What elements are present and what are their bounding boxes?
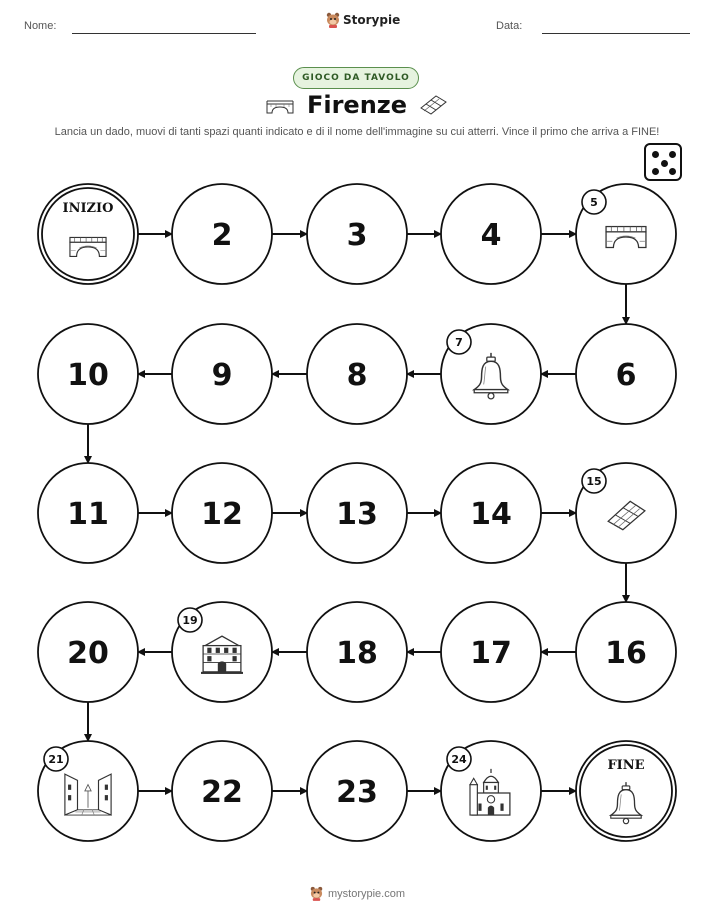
space-number: 22 xyxy=(201,775,243,810)
board-space xyxy=(38,184,138,284)
space-number: 23 xyxy=(336,775,378,810)
board-space xyxy=(441,184,541,284)
board-space xyxy=(576,741,676,841)
board-space xyxy=(38,602,138,702)
space-badge-number: 21 xyxy=(48,753,64,766)
board-space xyxy=(307,602,407,702)
board-space xyxy=(172,602,272,702)
space-number: 11 xyxy=(67,497,109,532)
board-space xyxy=(576,602,676,702)
board-space xyxy=(172,741,272,841)
space-label: FINE xyxy=(607,758,645,773)
board-space xyxy=(576,463,676,563)
space-badge-number: 15 xyxy=(586,475,602,488)
board-space xyxy=(441,324,541,424)
board-space xyxy=(576,184,676,284)
board-space xyxy=(576,324,676,424)
space-number: 17 xyxy=(470,636,512,671)
space-number: 20 xyxy=(67,636,109,671)
space-number: 18 xyxy=(336,636,378,671)
instructions: Lancia un dado, muovi di tanti spazi quanti indicato e di il nome dell'immagine su cui atterri. Vince il primo che arriva a FINE! xyxy=(54,126,660,138)
page-title: Firenze xyxy=(306,91,408,119)
space-badge-number: 5 xyxy=(590,196,598,209)
brand-name: Storypie xyxy=(343,13,401,27)
board-space xyxy=(172,463,272,563)
space-number: 9 xyxy=(211,358,233,393)
name-label: Nome: xyxy=(24,20,57,32)
space-number: 3 xyxy=(346,218,368,253)
space-number: 6 xyxy=(615,358,637,393)
date-label: Data: xyxy=(496,20,523,32)
footer-url[interactable]: mystorypie.com xyxy=(328,887,406,900)
space-badge-number: 24 xyxy=(451,753,467,766)
board-space xyxy=(172,324,272,424)
space-number: 10 xyxy=(67,358,109,393)
board-space xyxy=(307,184,407,284)
board-space xyxy=(307,463,407,563)
space-number: 12 xyxy=(201,497,243,532)
board-space xyxy=(307,741,407,841)
board-space xyxy=(441,463,541,563)
space-number: 13 xyxy=(336,497,378,532)
space-badge-number: 7 xyxy=(455,336,463,349)
space-number: 14 xyxy=(470,497,512,532)
space-number: 8 xyxy=(346,358,368,393)
board-space xyxy=(38,324,138,424)
board-space xyxy=(441,602,541,702)
board-space xyxy=(172,184,272,284)
footer xyxy=(310,886,405,901)
board-space xyxy=(307,324,407,424)
board-space xyxy=(38,463,138,563)
space-number: 2 xyxy=(211,218,233,253)
space-label: INIZIO xyxy=(62,201,114,216)
board-space xyxy=(38,741,138,841)
space-badge-number: 19 xyxy=(182,614,198,627)
space-number: 4 xyxy=(480,218,502,253)
game-type-badge: GIOCO DA TAVOLO xyxy=(293,67,419,89)
space-number: 16 xyxy=(605,636,647,671)
storypie-mascot-icon xyxy=(310,886,323,901)
board-space xyxy=(441,741,541,841)
